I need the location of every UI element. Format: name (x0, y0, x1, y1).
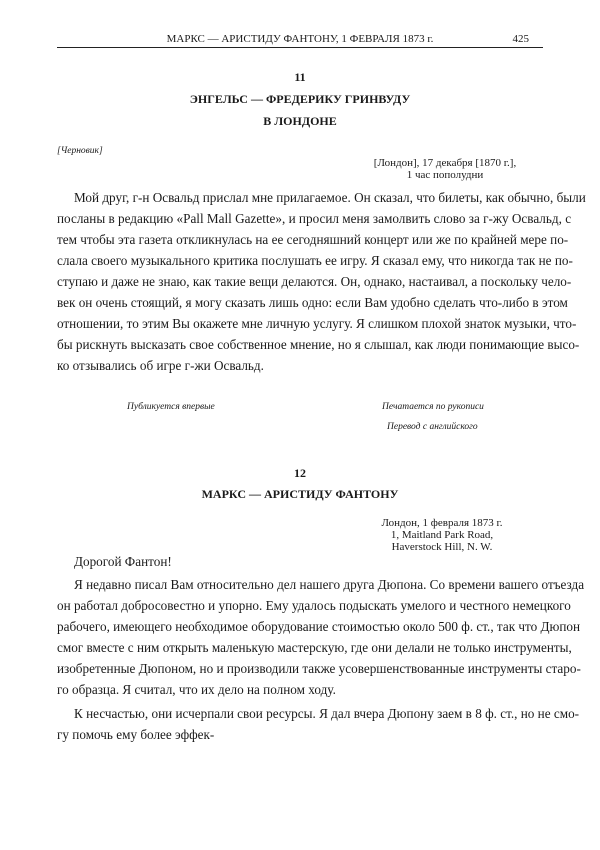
text-line: отношении, то этим Вы окажете мне личную услугу. Я слишком плохой знаток музыки, что- (57, 316, 577, 331)
letter-12-paragraph-2 (57, 703, 580, 745)
text-line: го образца. Я считал, что их дело на полном ходу. (57, 682, 336, 697)
salutation (57, 551, 543, 572)
text-line: век он очень стоящий, я могу сказать лишь одно: если Вам удобно сделать что-либо в этом (57, 295, 568, 310)
page-number: 425 (512, 33, 529, 45)
text-line: тем чтобы эта газета откликнулась на ее сегодняшний концерт или же по крайней мере по- (57, 232, 569, 247)
dateline-line: Лондон, 1 февраля 1873 г. (381, 517, 503, 529)
text-line: Мой друг, г-н Освальд прислал мне прилагаемое. Он сказал, что билеты, как обычно, были (74, 190, 586, 205)
text-line: К несчастью, они исчерпали свои ресурсы. Я дал вчера Дюпону заем в 8 ф. ст., но не смо- (74, 706, 580, 721)
text-line: он работал добросовестно и упорно. Ему удалось подыскать умелого и честного немецкого (57, 598, 571, 613)
letter-11-title: ЭНГЕЛЬС — ФРЕДЕРИКУ ГРИНВУДУ (189, 92, 411, 106)
dateline-line: 1 час пополудни (406, 169, 484, 181)
letter-11-title-line2: В ЛОНДОНЕ (263, 114, 337, 128)
running-header-title: МАРКС — АРИСТИДУ ФАНТОНУ, 1 ФЕВРАЛЯ 1873 г. (166, 33, 434, 45)
letter-12-title: МАРКС — АРИСТИДУ ФАНТОНУ (201, 487, 399, 501)
text-line: ко отзывались об игре г-жи Освальд. (57, 358, 264, 373)
source-note: Печатается по рукописи (382, 402, 484, 412)
text-line: изобретенные Дюпоном, но и производили также усовершенствованные инструменты старо- (57, 661, 581, 676)
running-header (57, 33, 543, 48)
text-line: посланы в редакцию «Pall Mall Gazette», и просил меня замолвить слово за г-жу Освальд, с (57, 211, 572, 226)
dateline-line: [Лондон], 17 декабря [1870 г.], (373, 157, 517, 169)
text-line: рабочего, имеющего необходимое оборудование стоимостью около 500 ф. ст., так что Дюпон (57, 619, 581, 634)
letter-12-number: 12 (294, 466, 306, 480)
letter-12-paragraph-1 (57, 574, 585, 700)
translation-note: Перевод с английского (387, 422, 478, 432)
text-line: ступаю и даже не знаю, как такие вещи делаются. Он, однако, настаивал, а поскольку чело- (57, 274, 572, 289)
letter-11-body (57, 187, 586, 376)
text-line: Дорогой Фантон! (74, 554, 172, 569)
text-line: смог вместе с ним открыть маленькую мастерскую, где они делали не только инструменты, (57, 640, 572, 655)
letter-11-dateline (360, 157, 530, 181)
letter-11-number: 11 (294, 70, 306, 84)
dateline-line: Haverstock Hill, N. W. (391, 541, 493, 553)
text-line: слала своего музыкального критика послушать ее игру. Я сказал ему, что никогда так не по- (57, 253, 573, 268)
text-line: бы рискнуть высказать свое собственное мнение, но я слышал, как люди понимающие высо- (57, 337, 580, 352)
dateline-line: 1, Maitland Park Road, (390, 529, 494, 541)
text-line: Я недавно писал Вам относительно дел нашего друга Дюпона. Со времени вашего отъезда (74, 577, 585, 592)
letter-12-dateline (372, 517, 512, 553)
text-line: гу помочь ему более эффек- (57, 727, 215, 742)
publication-note: Публикуется впервые (127, 402, 215, 412)
draft-note: [Черновик] (57, 146, 103, 156)
